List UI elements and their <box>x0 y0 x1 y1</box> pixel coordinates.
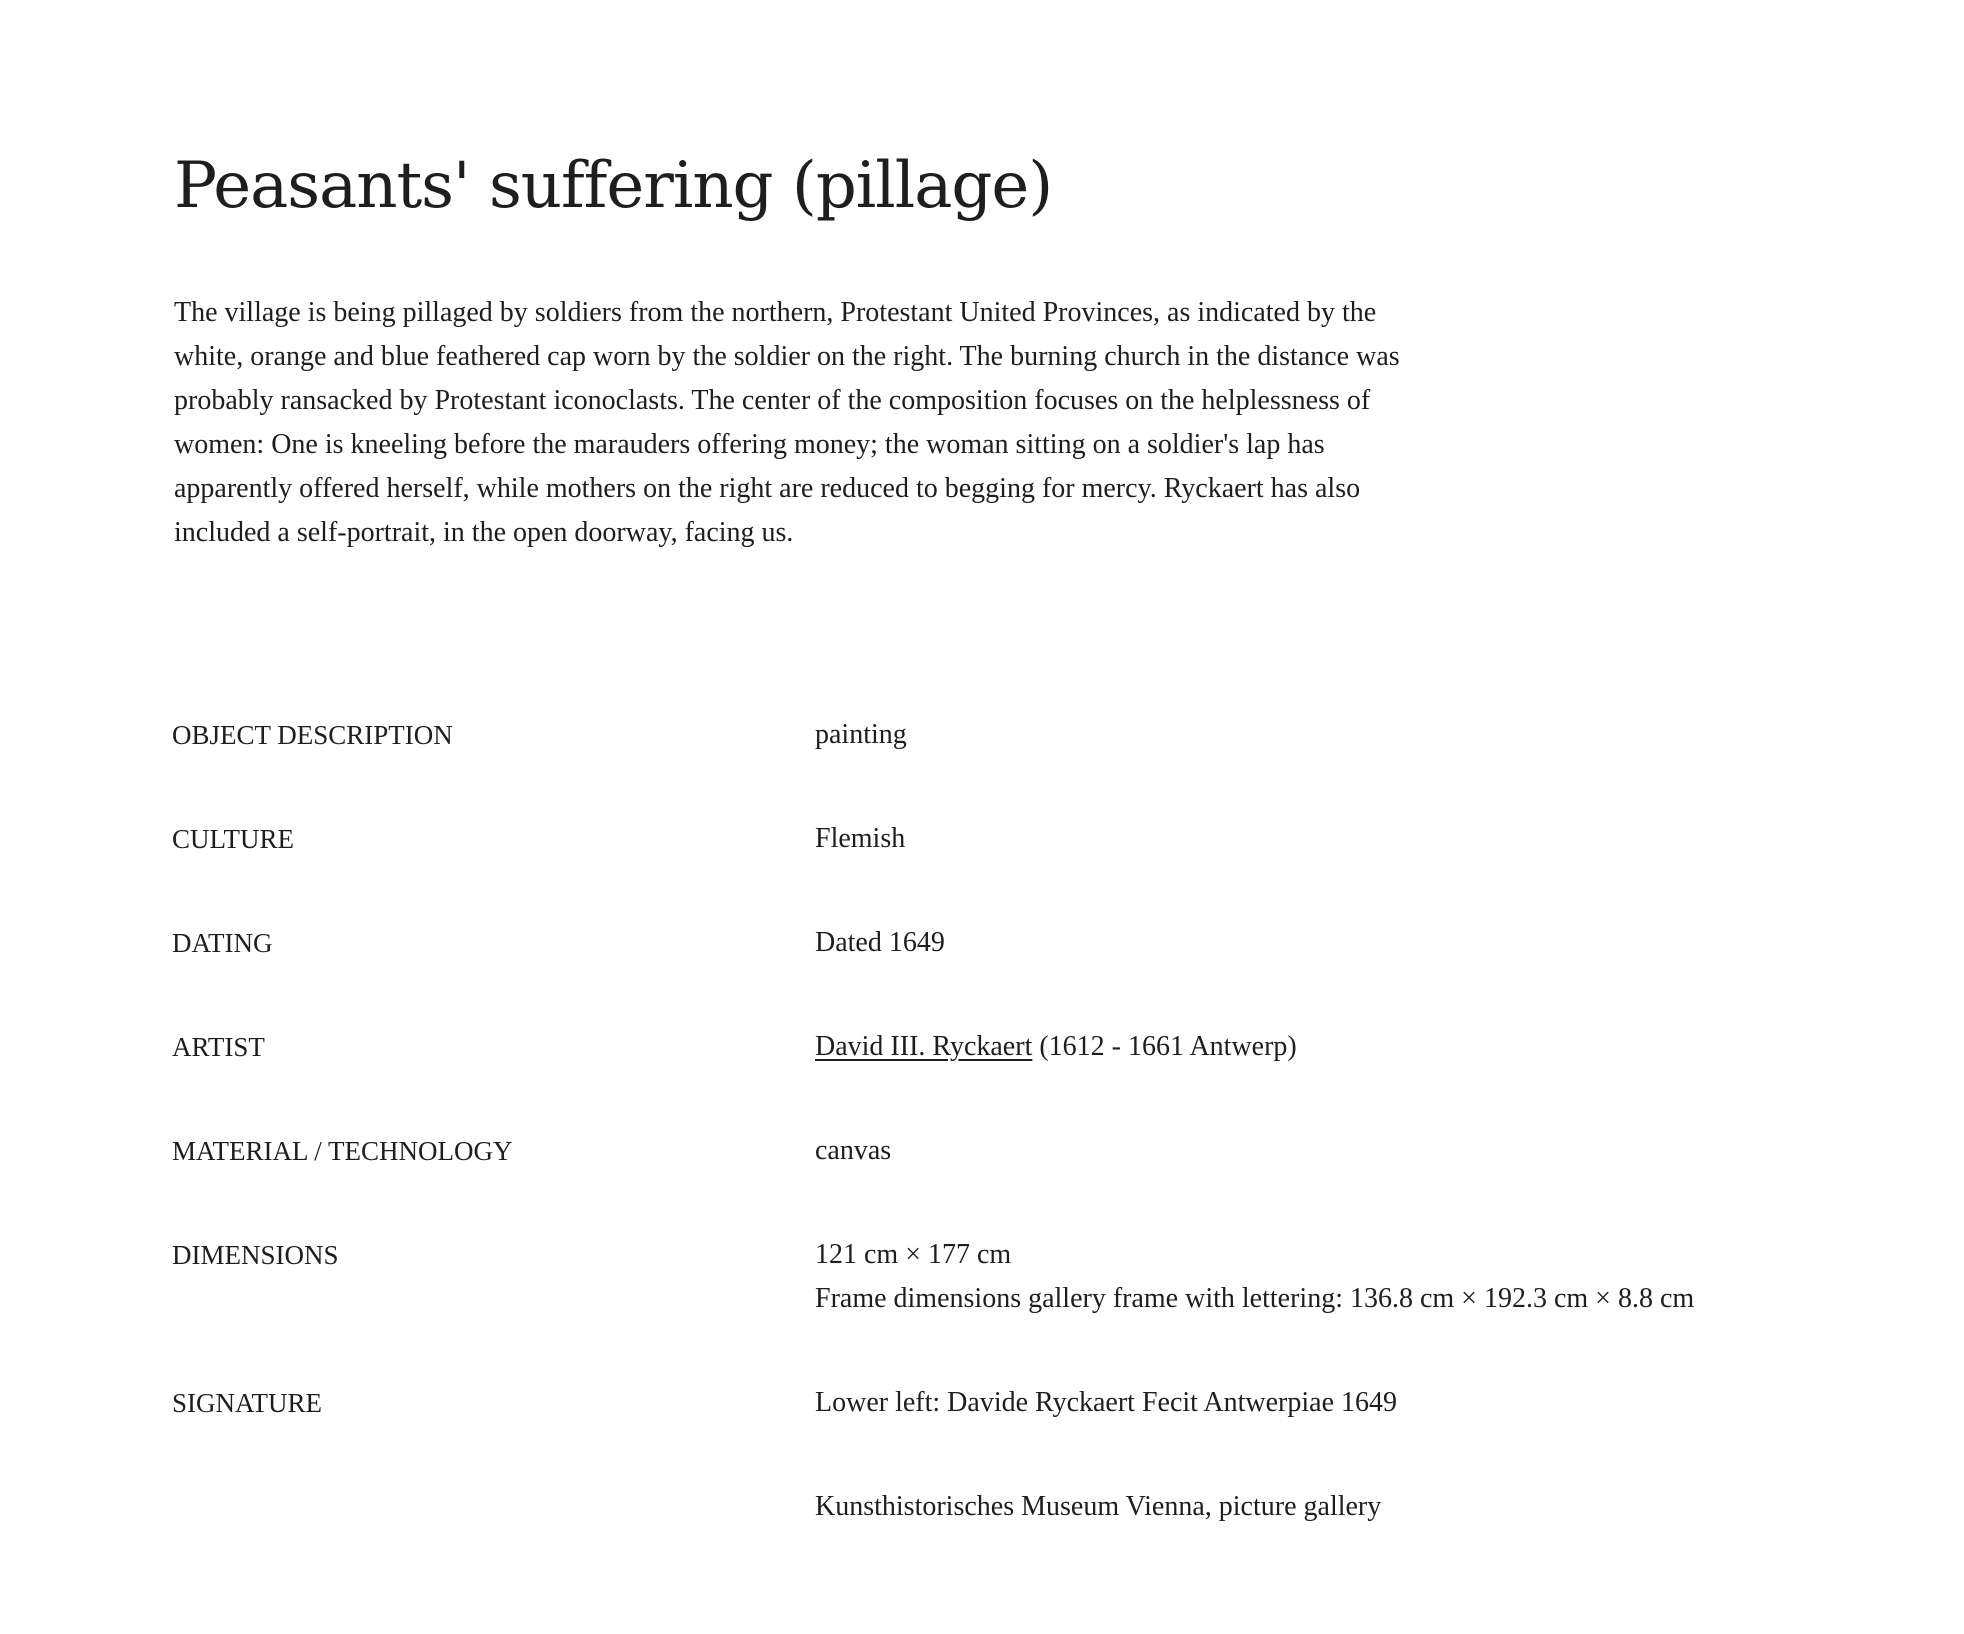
detail-label: CULTURE <box>172 824 295 854</box>
detail-value-artist <box>815 1025 1872 1069</box>
detail-value: Lower left: Davide Ryckaert Fecit Antwerpiae 1649 <box>815 1387 1398 1418</box>
detail-value: Dated 1649 <box>815 927 945 958</box>
page-title: Peasants' suffering (pillage) <box>174 149 1053 223</box>
detail-label: MATERIAL / TECHNOLOGY <box>172 1136 513 1166</box>
detail-label: ARTIST <box>172 1032 265 1062</box>
artist-lifespan: (1612 - 1661 Antwerp) <box>1032 1031 1297 1062</box>
detail-row-object-description <box>172 713 1872 757</box>
detail-row-dating <box>172 921 1872 965</box>
collection-name: Kunsthistorisches Museum Vienna, picture gallery <box>815 1491 1382 1522</box>
detail-label: OBJECT DESCRIPTION <box>172 720 453 750</box>
detail-value: painting <box>815 719 907 750</box>
detail-row-artist <box>172 1025 1872 1069</box>
detail-label: DATING <box>172 928 273 958</box>
detail-label: SIGNATURE <box>172 1388 323 1418</box>
detail-row-collection <box>172 1485 1872 1529</box>
detail-row-material <box>172 1129 1872 1173</box>
artist-link[interactable]: David III. Ryckaert <box>815 1031 1033 1062</box>
artwork-description: The village is being pillaged by soldiers from the northern, Protestant United Provinces, as indicated by the white, orange and blue feathered cap worn by the soldier on the right. The burning church in the distance was probably ransacked by Protestant iconoclasts. The center of the composition focuses on the helplessness of women: One is kneeling before the marauders offering money; the woman sitting on a soldier's lap has apparently offered herself, while mothers on the right are reduced to begging for mercy. Ryckaert has also included a self-portrait, in the open doorway, facing us. <box>174 297 1400 548</box>
detail-row-culture <box>172 817 1872 861</box>
dimensions-frame: Frame dimensions gallery frame with lettering: 136.8 cm × 192.3 cm × 8.8 cm <box>815 1283 1695 1314</box>
artwork-details-list <box>172 713 1872 1589</box>
detail-row-dimensions <box>172 1233 1872 1321</box>
detail-value: canvas <box>815 1135 892 1166</box>
detail-label: DIMENSIONS <box>172 1240 339 1270</box>
dimensions-canvas: 121 cm × 177 cm <box>815 1239 1012 1270</box>
detail-row-signature <box>172 1381 1872 1425</box>
detail-value: Flemish <box>815 823 906 854</box>
detail-value-dimensions <box>815 1233 1872 1321</box>
